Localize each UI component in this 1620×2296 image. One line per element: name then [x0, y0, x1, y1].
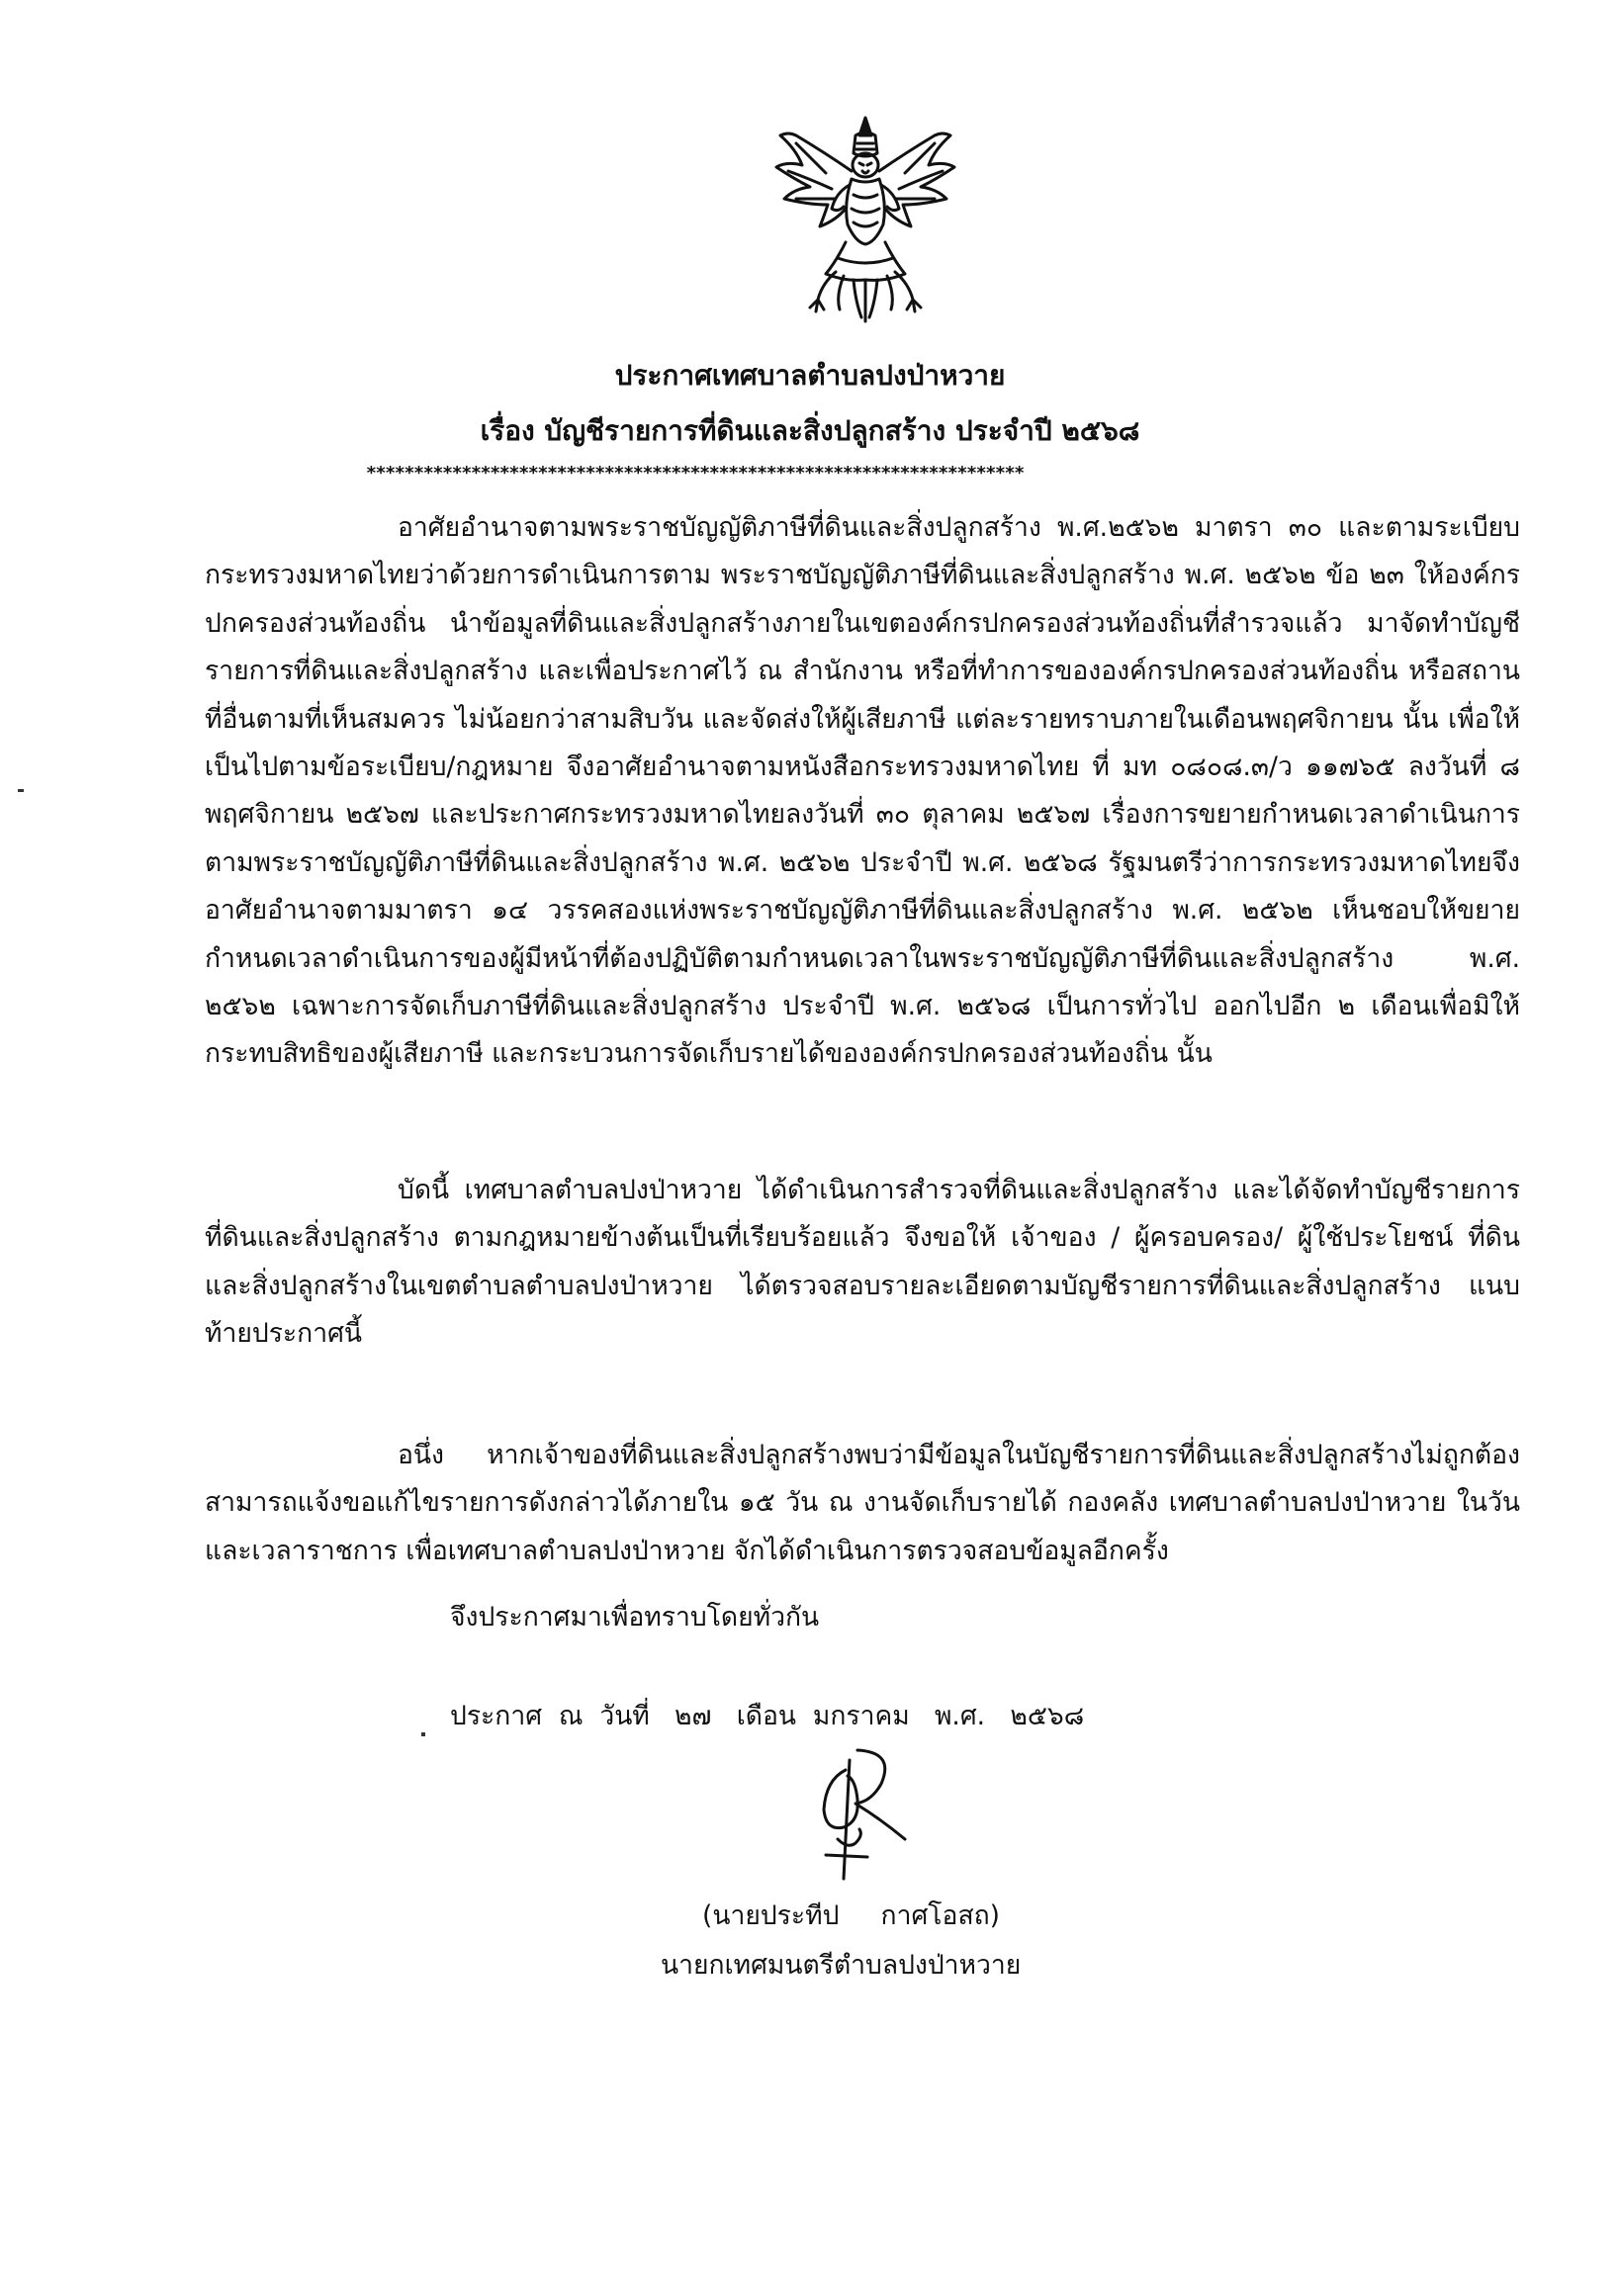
paragraph-announcement: บัดนี้ เทศบาลตำบลปงป่าหวาย ได้ดำเนินการสำรวจที่ดินและสิ่งปลูกสร้าง และได้จัดทำบัญชีรายการที่ดินและสิ่งปลูกสร้าง ตามกฎหมายข้างต้นเป็นที่เรียบร้อยแล้ว จึงขอให้ เจ้าของ / ผู้ครอบครอง/ ผู้ใช้ประโยชน์ ที่ดินและสิ่งปลูกสร้างในเขตตำบลตำบลปงป่าหวาย ได้ตรวจสอบรายละเอียดตามบัญชีรายการที่ดินและสิ่งปลูกสร้าง แนบท้ายประกาศนี้	[205, 1175, 1520, 1350]
signer-name: (นายประทีป กาศโอสถ)	[702, 1900, 1001, 1931]
paragraph-correction: อนึ่ง หากเจ้าของที่ดินและสิ่งปลูกสร้างพบว่ามีข้อมูลในบัญชีรายการที่ดินและสิ่งปลูกสร้างไม่ถูกต้อง สามารถแจ้งขอแก้ไขรายการดังกล่าวได้ภายใน ๑๕ วัน ณ งานจัดเก็บรายได้ กองคลัง เทศบาลตำบลปงป่าหวาย ในวันและเวลาราชการ เพื่อเทศบาลตำบลปงป่าหวาย จักได้ดำเนินการตรวจสอบข้อมูลอีกครั้ง	[205, 1440, 1520, 1566]
document-title: ประกาศเทศบาลตำบลปงป่าหวาย	[614, 359, 1006, 392]
closing-statement: จึงประกาศมาเพื่อทราบโดยทั่วกัน	[450, 1602, 820, 1633]
announcement-date: ประกาศ ณ วันที่ ๒๗ เดือน มกราคม พ.ศ. ๒๕๖๘	[450, 1701, 1085, 1731]
paragraph-authority: อาศัยอำนาจตามพระราชบัญญัติภาษีที่ดินและสิ่งปลูกสร้าง พ.ศ.๒๕๖๒ มาตรา ๓๐ และตามระเบียบกระทรวงมหาดไทยว่าด้วยการดำเนินการตาม พระราชบัญญัติภาษีที่ดินและสิ่งปลูกสร้าง พ.ศ. ๒๕๖๒ ข้อ ๒๓ ให้องค์กรปกครองส่วนท้องถิ่น นำข้อมูลที่ดินและสิ่งปลูกสร้างภายในเขตองค์กรปกครองส่วนท้องถิ่นที่สำรวจแล้ว มาจัดทำบัญชีรายการที่ดินและสิ่งปลูกสร้าง และเพื่อประกาศไว้ ณ สำนักงาน หรือที่ทำการขององค์กรปกครองส่วนท้องถิ่น หรือสถานที่อื่นตามที่เห็นสมควร ไม่น้อยกว่าสามสิบวัน และจัดส่งให้ผู้เสียภาษี แต่ละรายทราบภายในเดือนพฤศจิกายน นั้น เพื่อให้เป็นไปตามข้อระเบียบ/กฎหมาย จึงอาศัยอำนาจตามหนังสือกระทรวงมหาดไทย ที่ มท ๐๘๐๘.๓/ว ๑๑๗๖๕ ลงวันที่ ๘ พฤศจิกายน ๒๕๖๗ และประกาศกระทรวงมหาดไทยลงวันที่ ๓๐ ตุลาคม ๒๕๖๗ เรื่องการขยายกำหนดเวลาดำเนินการตามพระราชบัญญัติภาษีที่ดินและสิ่งปลูกสร้าง พ.ศ. ๒๕๖๒ ประจำปี พ.ศ. ๒๕๖๘ รัฐมนตรีว่าการกระทรวงมหาดไทยจึงอาศัยอำนาจตามมาตรา ๑๔ วรรคสองแห่งพระราชบัญญัติภาษีที่ดินและสิ่งปลูกสร้าง พ.ศ. ๒๕๖๒ เห็นชอบให้ขยายกำหนดเวลาดำเนินการของผู้มีหน้าที่ต้องปฏิบัติตามกำหนดเวลาในพระราชบัญญัติภาษีที่ดินและสิ่งปลูกสร้าง พ.ศ. ๒๕๖๒ เฉพาะการจัดเก็บภาษีที่ดินและสิ่งปลูกสร้าง ประจำปี พ.ศ. ๒๕๖๘ เป็นการทั่วไป ออกไปอีก ๒ เดือนเพื่อมิให้กระทบสิทธิของผู้เสียภาษี และกระบวนการจัดเก็บรายได้ขององค์กรปกครองส่วนท้องถิ่น นั้น	[205, 512, 1520, 1070]
document-subject: เรื่อง บัญชีรายการที่ดินและสิ่งปลูกสร้าง ประจำปี ๒๕๖๘	[480, 414, 1140, 447]
separator-line: *********************************************************************	[366, 463, 1024, 484]
signature-icon	[786, 1740, 964, 1889]
scan-mark	[18, 789, 24, 792]
scan-mark	[421, 1732, 425, 1736]
signer-title: นายกเทศมนตรีตำบลปงป่าหวาย	[661, 1950, 1022, 1981]
garuda-emblem-icon	[766, 114, 964, 326]
